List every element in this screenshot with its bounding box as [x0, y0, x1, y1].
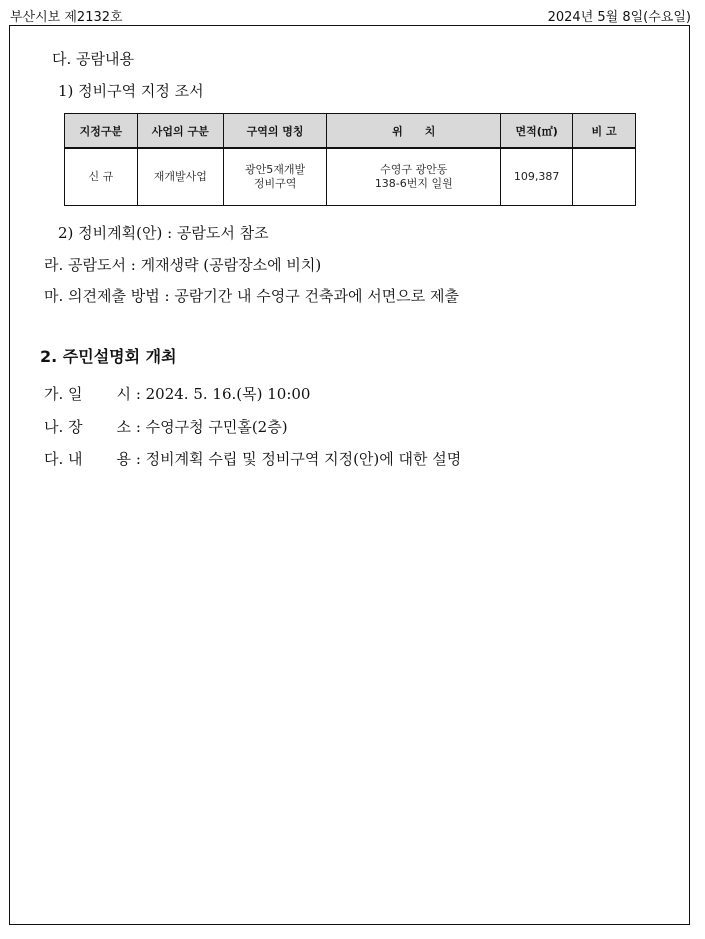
header-location: 위 치 [327, 114, 501, 149]
meeting-content-key2: 용 [116, 450, 132, 468]
meeting-content-key1: 다. 내 [44, 450, 83, 468]
header-zone-name: 구역의 명칭 [223, 114, 327, 149]
section-da-title: 다. 공람내용 [52, 50, 134, 68]
cell-zone-name [223, 148, 327, 206]
cell-business-type: 재개발사업 [137, 148, 223, 206]
meeting-content-value: : 정비계획 수립 및 정비구역 지정(안)에 대한 설명 [135, 450, 462, 468]
table-row [65, 148, 636, 206]
cell-area: 109,387 [501, 148, 573, 206]
header-business-type: 사업의 구분 [137, 114, 223, 149]
publication-date: 2024년 5월 8일(수요일) [547, 9, 691, 25]
meeting-time-value: : 2024. 5. 16.(목) 10:00 [135, 385, 311, 403]
header-area: 면적(㎡) [501, 114, 573, 149]
cell-remarks [573, 148, 636, 206]
meeting-place-line [44, 416, 288, 437]
sub1-title: 1) 정비구역 지정 조서 [58, 82, 204, 100]
designation-table [64, 113, 636, 206]
table-header-row [65, 114, 636, 149]
meeting-place-key1: 나. 장 [44, 418, 83, 436]
location-line2: 138-6번지 일원 [374, 177, 453, 190]
page-header [10, 5, 691, 25]
ma-line: 마. 의견제출 방법 : 공람기간 내 수영구 건축과에 서면으로 제출 [44, 287, 459, 305]
meeting-time-key2: 시 [116, 385, 132, 403]
publication-number: 부산시보 제2132호 [10, 9, 123, 25]
cell-designation: 신 규 [65, 148, 138, 206]
meeting-time-key1: 가. 일 [44, 385, 83, 403]
meeting-place-value: : 수영구청 구민홀(2층) [135, 418, 288, 436]
meeting-place-key2: 소 [116, 418, 132, 436]
ra-line: 라. 공람도서 : 게재생략 (공람장소에 비치) [44, 256, 322, 274]
header-designation: 지정구분 [65, 114, 138, 149]
meeting-content-line [44, 448, 461, 469]
meeting-time-line [44, 383, 310, 404]
zone-name-line1: 광안5재개발 [245, 163, 306, 176]
location-line1: 수영구 광안동 [380, 163, 448, 176]
zone-name-line2: 정비구역 [253, 177, 297, 190]
sub2-title: 2) 정비계획(안) : 공람도서 참조 [58, 224, 269, 242]
header-remarks: 비 고 [573, 114, 636, 149]
cell-location [327, 148, 501, 206]
section2-title: 2. 주민설명회 개최 [40, 347, 177, 366]
page-frame [9, 25, 690, 925]
